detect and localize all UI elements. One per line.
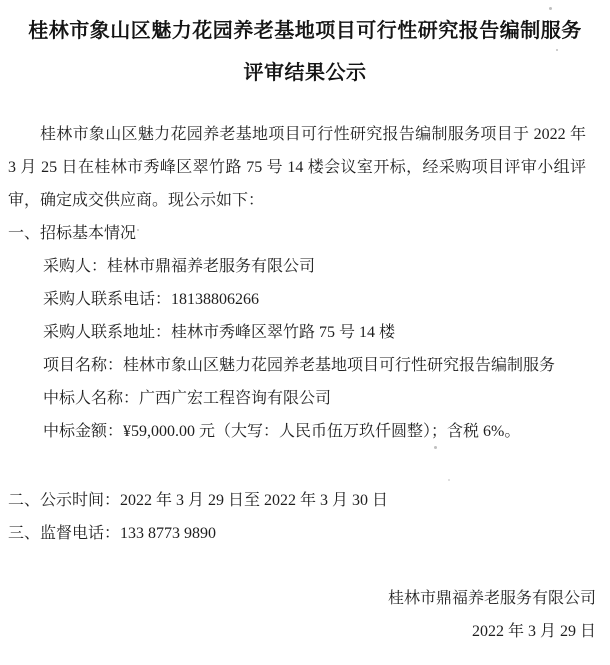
bid-info-item-purchaser — [43, 250, 590, 283]
item-value: 桂林市象山区魅力花园养老基地项目可行性研究报告编制服务 — [123, 357, 556, 374]
issuer-name: 桂林市鼎福养老服务有限公司 — [387, 590, 596, 607]
item-value: ¥59,000.00 元（大写：人民币伍万玖仟圆整）；含税 6%。 — [123, 423, 521, 440]
item-label: 项目名称： — [43, 357, 124, 374]
item-label: 中标人名称： — [43, 390, 140, 407]
scan-speck — [434, 446, 437, 449]
bid-info-item-project-name — [43, 349, 590, 382]
item-value: 桂林市鼎福养老服务有限公司 — [107, 258, 316, 275]
item-value: 桂林市秀峰区翠竹路 75 号 14 楼 — [171, 324, 396, 341]
document-title — [0, 0, 610, 94]
issue-date: 2022 年 3 月 29 日 — [471, 623, 596, 640]
supervision-phone-value: 133 8773 9890 — [120, 525, 217, 542]
document-footer — [0, 582, 596, 648]
publicity-period-label: 二、公示时间： — [8, 492, 121, 509]
item-label: 中标金额： — [43, 423, 124, 440]
document-title-line-1: 桂林市象山区魅力花园养老基地项目可行性研究报告编制服务 — [28, 20, 582, 42]
document-title-line-2: 评审结果公示 — [243, 62, 367, 84]
section-publicity-period — [8, 484, 610, 517]
section-heading-bid-info: 一、招标基本情况 — [8, 225, 137, 242]
item-label: 采购人联系电话： — [43, 291, 172, 308]
publicity-period-value: 2022 年 3 月 29 日至 2022 年 3 月 30 日 — [120, 492, 389, 509]
bid-info-list — [43, 250, 590, 448]
bid-info-item-winner-name — [43, 382, 590, 415]
section-supervision-phone — [8, 517, 610, 550]
scan-speck — [549, 7, 552, 10]
supervision-phone-label: 三、监督电话： — [8, 525, 121, 542]
item-label: 采购人： — [43, 258, 108, 275]
intro-paragraph: 桂林市象山区魅力花园养老基地项目可行性研究报告编制服务项目于 2022 年 3 月 25 日在桂林市秀峰区翠竹路 75 号 14 楼会议室开标，经采购项目评审小组评审，确定成交供应商。现公示如下： — [8, 126, 586, 209]
scan-speck — [556, 49, 558, 51]
item-value: 18138806266 — [171, 291, 260, 308]
item-value: 广西广宏工程咨询有限公司 — [139, 390, 332, 407]
bid-info-item-winning-amount — [43, 415, 590, 448]
scan-speck — [137, 229, 139, 231]
scan-speck — [448, 479, 450, 481]
bid-info-item-purchaser-phone — [43, 283, 590, 316]
item-label: 采购人联系地址： — [43, 324, 172, 341]
bid-info-item-purchaser-address — [43, 316, 590, 349]
